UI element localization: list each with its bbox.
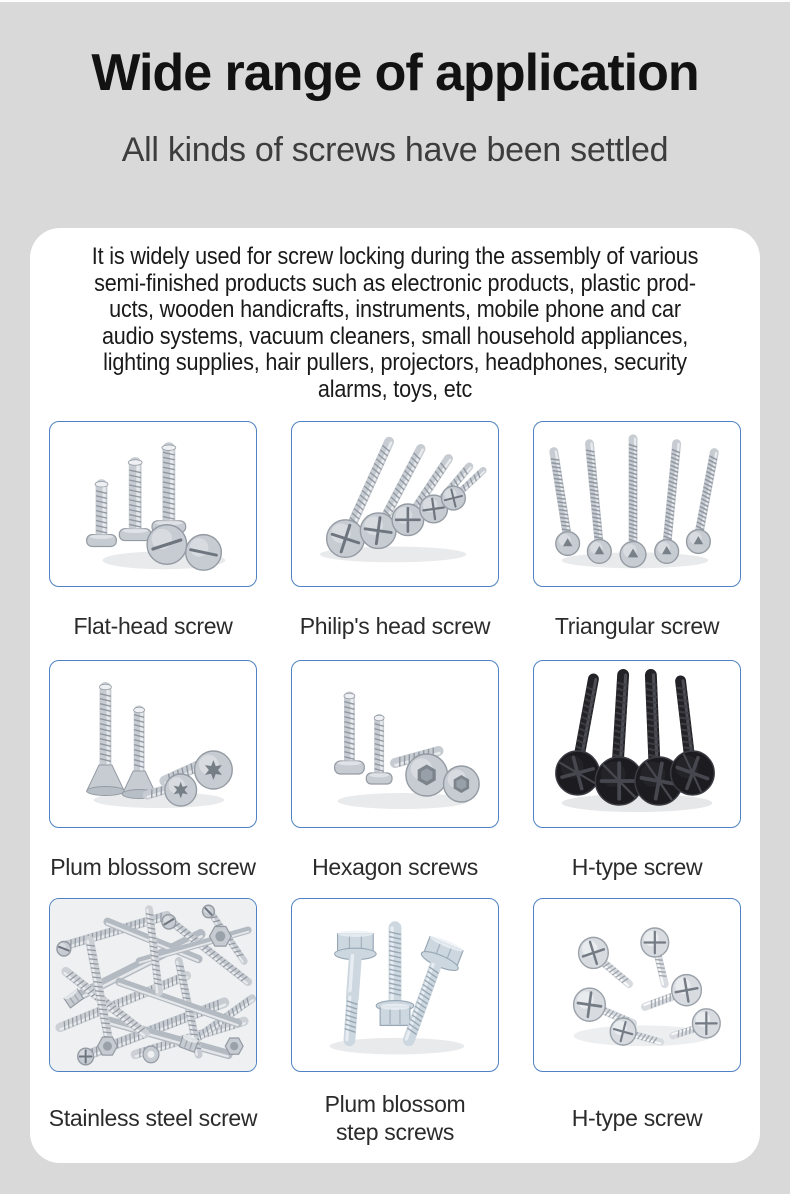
product-photo-frame — [49, 660, 257, 828]
product-photo-frame — [49, 898, 257, 1072]
h-type-silver-screws-photo — [534, 899, 740, 1071]
product-item — [533, 421, 741, 641]
product-label: Triangular screw — [554, 613, 720, 639]
product-photo-frame — [533, 421, 741, 587]
product-grid-row — [49, 660, 741, 882]
description-line: alarms, toys, etc — [317, 375, 473, 403]
content-card — [30, 228, 760, 1163]
page-subtitle: All kinds of screws have been settled — [121, 131, 669, 169]
page-title: Wide range of application — [91, 44, 699, 102]
product-label: Hexagon screws — [312, 854, 478, 880]
description-line: audio systems, vacuum cleaners, small household appliances, — [101, 322, 689, 350]
plum-blossom-screws-photo — [50, 661, 256, 827]
description — [49, 244, 742, 403]
product-item — [533, 660, 741, 882]
product-photo-frame — [291, 898, 499, 1072]
product-photo-frame — [49, 421, 257, 587]
product-item — [49, 421, 257, 641]
philips-head-screws-photo — [292, 422, 498, 586]
top-edge-highlight — [0, 0, 790, 2]
plum-blossom-step-screws-photo — [292, 899, 498, 1071]
description-line: lighting supplies, hair pullers, projectors, headphones, security — [103, 349, 687, 376]
product-label: Stainless steel screw — [48, 1105, 258, 1131]
product-item — [49, 660, 257, 882]
product-grid-row — [49, 421, 741, 641]
triangular-screws-photo — [534, 422, 740, 586]
flat-head-screws-photo — [50, 422, 256, 586]
description-line: It is widely used for screw locking during the assembly of various — [91, 243, 699, 270]
product-grid — [49, 421, 741, 1146]
product-item — [533, 898, 741, 1146]
description-line: semi-finished products such as electronic products, plastic prod- — [94, 269, 696, 297]
product-label: Philip's head screw — [299, 613, 491, 639]
product-photo-frame — [291, 660, 499, 828]
product-label: Plum blossom step screws — [324, 1091, 466, 1145]
product-item — [291, 660, 499, 882]
product-item — [291, 898, 499, 1146]
product-photo-frame — [533, 898, 741, 1072]
product-label: Plum blossom screw — [50, 854, 256, 880]
product-label: H-type screw — [571, 854, 703, 880]
product-label: Flat-head screw — [73, 613, 233, 639]
product-photo-frame — [533, 660, 741, 828]
product-label: H-type screw — [571, 1105, 703, 1131]
stainless-steel-screws-photo — [50, 899, 256, 1071]
product-item — [49, 898, 257, 1146]
product-photo-frame — [291, 421, 499, 587]
h-type-black-screws-photo — [534, 661, 740, 827]
description-line: ucts, wooden handicrafts, instruments, mobile phone and car — [109, 296, 681, 323]
hexagon-socket-screws-photo — [292, 661, 498, 827]
product-grid-row — [49, 898, 741, 1146]
product-item — [291, 421, 499, 641]
